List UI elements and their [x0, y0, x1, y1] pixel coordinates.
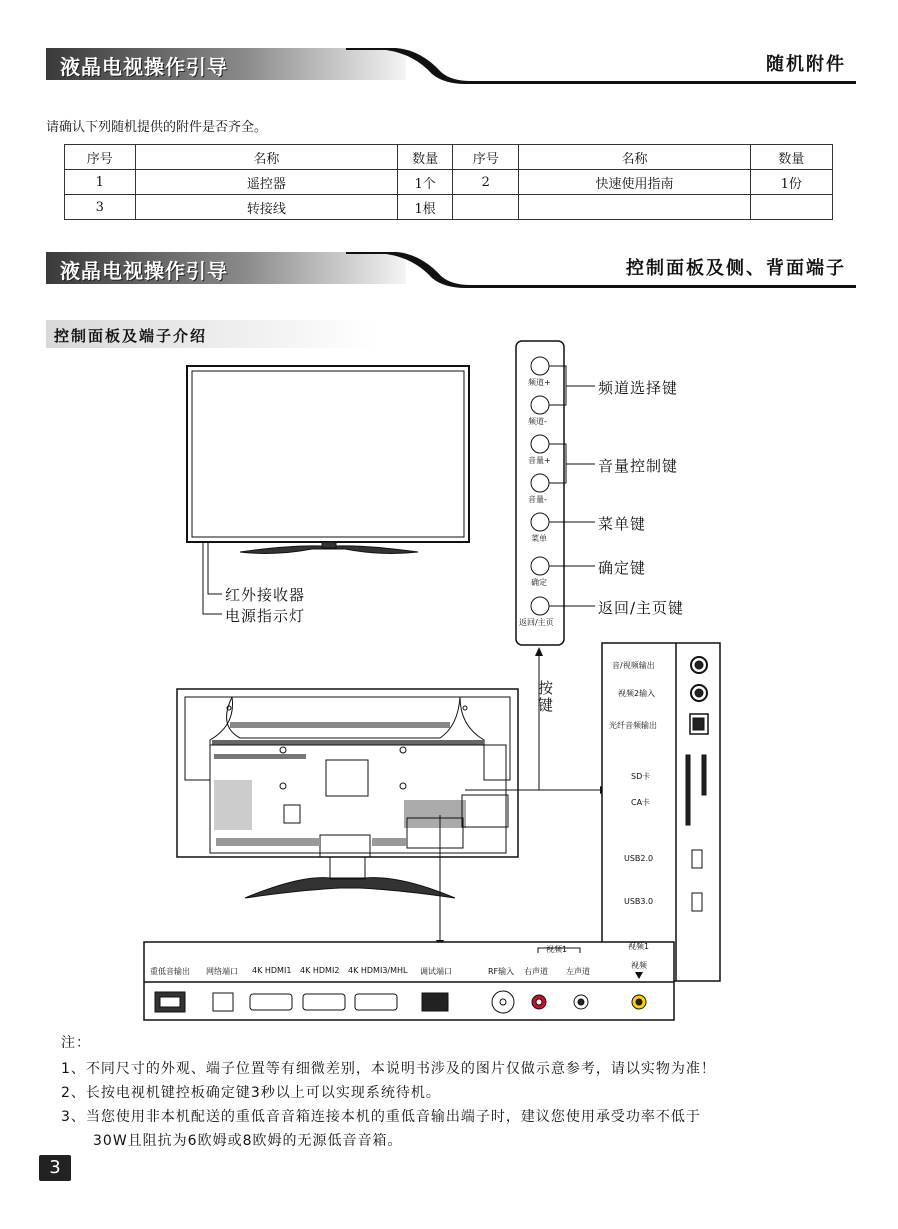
table-cell: 遥控器	[135, 170, 398, 195]
header-title: 液晶电视操作引导	[60, 55, 228, 79]
side-port-sd: SD卡	[631, 772, 651, 781]
table-cell: 1份	[750, 170, 832, 195]
callout-menu: 菜单键	[598, 515, 647, 533]
side-port-optical: 光纤音频输出	[609, 721, 657, 730]
port-rf: RF输入	[488, 967, 515, 976]
callout-back: 返回/主页键	[598, 599, 685, 617]
note-item: 2、长按电视机键控板确定键3秒以上可以实现系统待机。	[61, 1085, 441, 1101]
side-port-video2-in: 视频2输入	[618, 689, 656, 698]
note-item: 1、不同尺寸的外观、端子位置等有细微差别，本说明书涉及的图片仅做示意参考，请以实物为准！	[61, 1061, 716, 1077]
callout-ok: 确定键	[598, 559, 647, 577]
intro-text: 请确认下列随机提供的附件是否齐全。	[46, 120, 268, 135]
table-cell: 1根	[398, 195, 453, 220]
panel-label-ch-up: 频道+	[528, 378, 551, 387]
panel-label-ch-down: 频道-	[528, 417, 547, 426]
side-port-video: 视频	[631, 961, 647, 970]
port-hdmi3: 4K HDMI3/MHL	[348, 966, 408, 975]
ir-receiver-label: 红外接收器	[225, 586, 306, 604]
panel-label-ok: 确定	[531, 578, 547, 587]
side-port-av-out: 音/视频输出	[612, 661, 655, 670]
table-cell: 1个	[398, 170, 453, 195]
table-cell: 转接线	[135, 195, 398, 220]
note-item: 3、当您使用非本机配送的重低音音箱连接本机的重低音输出端子时，建议您使用承受功率不低于	[61, 1109, 701, 1125]
side-port-video1: 视频1	[628, 942, 650, 951]
table-cell: 3	[65, 195, 136, 220]
page-number: 3	[39, 1155, 71, 1181]
header-right-title: 控制面板及侧、背面端子	[626, 258, 846, 279]
table-header: 数量	[398, 145, 453, 170]
side-port-usb2: USB2.0	[624, 854, 654, 863]
port-network: 网络端口	[206, 967, 238, 976]
header-right-title: 随机附件	[766, 54, 846, 75]
panel-label-menu: 菜单	[531, 534, 547, 543]
port-debug: 调试端口	[420, 967, 452, 976]
table-cell: 快速使用指南	[519, 170, 750, 195]
table-header: 序号	[452, 145, 519, 170]
port-right-audio: 右声道	[524, 967, 548, 976]
port-hdmi1: 4K HDMI1	[252, 966, 292, 975]
callout-channel: 频道选择键	[598, 379, 679, 397]
table-header: 名称	[519, 145, 750, 170]
table-header: 名称	[135, 145, 398, 170]
port-subwoofer: 重低音输出	[150, 967, 190, 976]
table-cell: 2	[452, 170, 519, 195]
front-tv	[187, 366, 469, 553]
table-header: 数量	[750, 145, 832, 170]
notes-title: 注：	[61, 1035, 91, 1051]
side-port-usb3: USB3.0	[624, 897, 654, 906]
side-port-ca: CA卡	[631, 798, 651, 807]
panel-label-vol-down: 音量-	[528, 495, 547, 504]
power-indicator-label: 电源指示灯	[225, 607, 306, 625]
panel-label-vol-up: 音量+	[528, 456, 551, 465]
callout-volume: 音量控制键	[598, 457, 679, 475]
table-header: 序号	[65, 145, 136, 170]
rear-tv	[177, 689, 518, 898]
section-title: 控制面板及端子介绍	[54, 327, 208, 345]
port-left-audio: 左声道	[566, 967, 590, 976]
port-hdmi2: 4K HDMI2	[300, 966, 340, 975]
panel-label-back: 返回/主页	[519, 618, 554, 627]
key-label: 按键	[538, 679, 555, 714]
table-cell: 1	[65, 170, 136, 195]
note-item: 30W且阻抗为6欧姆或8欧姆的无源低音音箱。	[93, 1133, 403, 1149]
port-group-video1: 视频1	[546, 945, 568, 954]
header-title: 液晶电视操作引导	[60, 259, 228, 283]
